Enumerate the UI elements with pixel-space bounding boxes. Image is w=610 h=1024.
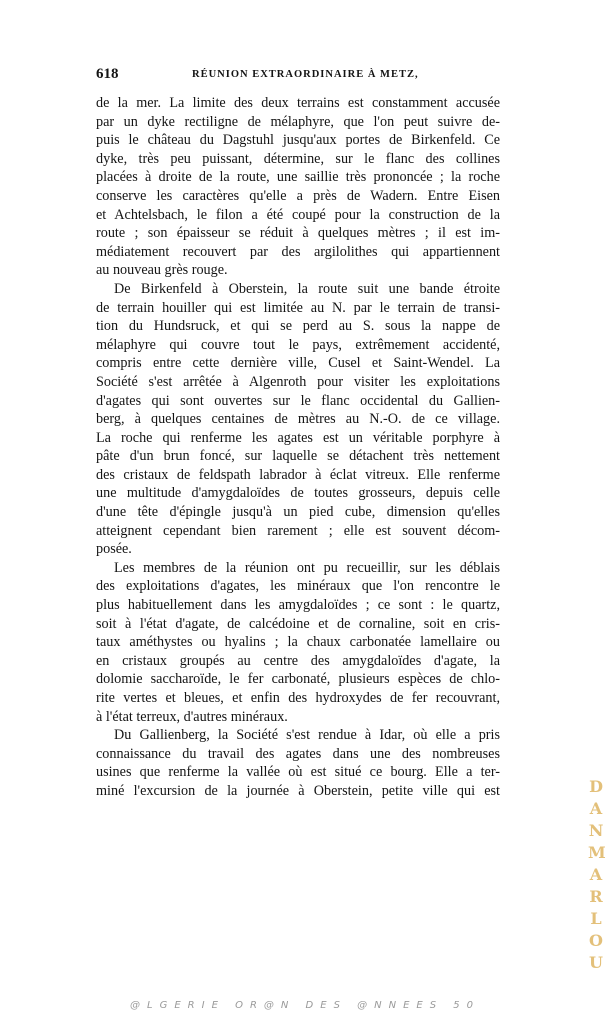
text-line: taux améthystes ou hyalins ; la chaux carbonatée lamellaire ou xyxy=(96,634,500,651)
text-line: pâte d'un brun foncé, sur laquelle se détachent très nettement xyxy=(96,448,500,465)
text-line: posée. xyxy=(96,541,132,558)
text-line: dolomie saccharoïde, le fer carbonaté, plusieurs espèces de chlo- xyxy=(96,671,500,688)
text-line: soit à l'état d'agate, de calcédoine et de cornaline, soit en cris- xyxy=(96,615,500,632)
bottom-watermark: @LGERIE OR@N DES @NNEES 50 xyxy=(130,1000,480,1011)
text-line: de la mer. La limite des deux terrains est constamment accusée xyxy=(96,95,500,111)
text-line: Société s'est arrêtée à Algenroth pour visiter les exploitations xyxy=(96,373,500,390)
text-line: De Birkenfeld à Oberstein, la route suit une bande étroite xyxy=(114,280,500,297)
text-line: tion du Hundsruck, et qui se perd au S. sous la nappe de xyxy=(96,318,500,335)
text-line: médiatement recouvert par des argilolithes qui appartiennent xyxy=(96,243,500,260)
text-line: des exploitations d'agates, les minéraux que l'on rencontre le xyxy=(96,578,500,595)
text-line: route ; son épaisseur se réduit à quelques mètres ; il est im- xyxy=(96,225,500,242)
text-line: placées à droite de la route, une saillie très prononcée ; la roche xyxy=(96,169,500,186)
text-line: plus habituellement dans les amygdaloïdes ; ce sont : le quartz, xyxy=(96,597,500,614)
text-line: conserve les caractères qu'elle a près de Wadern. Entre Eisen xyxy=(96,187,500,204)
page-number: 618 xyxy=(96,66,119,82)
text-line: par un dyke rectiligne de mélaphyre, que l'on peut suivre de- xyxy=(96,113,500,130)
text-line: et Achtelsbach, le filon a été coupé pour la construction de la xyxy=(96,206,500,223)
text-line: berg, à quelques centaines de mètres au N.-O. de ce village. xyxy=(96,411,500,428)
text-line: en cristaux groupés au centre des amygdaloïdes d'agate, la xyxy=(96,652,500,669)
vertical-watermark: DANMARLOU xyxy=(588,777,606,972)
text-line: connaissance du travail des agates dans une des nombreuses xyxy=(96,745,500,762)
text-line: compris entre cette dernière ville, Cusel et Saint-Wendel. La xyxy=(96,355,500,372)
text-line: des cristaux de feldspath labrador à éclat vitreux. Elle renferme xyxy=(96,466,500,483)
text-line: usines que renferme la vallée où est situé ce bourg. Elle a ter- xyxy=(96,764,500,781)
text-line: mélaphyre qui couvre tout le pays, extrêmement accidenté, xyxy=(96,336,500,353)
text-line: d'agates qui sont ouvertes sur le flanc occidental du Gallien- xyxy=(96,392,500,409)
text-line: puis le château du Dagstuhl jusqu'aux portes de Birkenfeld. Ce xyxy=(96,132,500,149)
running-head: RÉUNION EXTRAORDINAIRE À METZ, xyxy=(192,69,419,80)
page-header xyxy=(96,66,500,86)
text-line: de terrain houiller qui est limitée au N. par le terrain de transi- xyxy=(96,299,500,316)
text-line: La roche qui renferme les agates est un véritable porphyre à xyxy=(96,429,500,446)
text-line: d'une tête d'épingle jusqu'à un pied cube, dimension qu'elles xyxy=(96,504,500,521)
text-line: à l'état terreux, d'autres minéraux. xyxy=(96,708,288,725)
text-line: Du Gallienberg, la Société s'est rendue à Idar, où elle a pris xyxy=(114,727,500,744)
text-line: au nouveau grès rouge. xyxy=(96,262,228,279)
text-line: dyke, très peu puissant, détermine, sur le flanc des collines xyxy=(96,150,500,167)
body-text xyxy=(96,94,500,801)
text-line: une multitude d'amygdaloïdes de toutes grosseurs, depuis celle xyxy=(96,485,500,502)
text-line: Les membres de la réunion ont pu recueillir, sur les déblais xyxy=(114,559,500,576)
text-line: atteignent cependant bien rarement ; elle est souvent décom- xyxy=(96,522,500,539)
text-line: rite vertes et bleues, et enfin des hydroxydes de fer recouvrant, xyxy=(96,690,500,706)
text-line: miné l'excursion de la journée à Oberstein, petite ville qui est xyxy=(96,782,500,799)
